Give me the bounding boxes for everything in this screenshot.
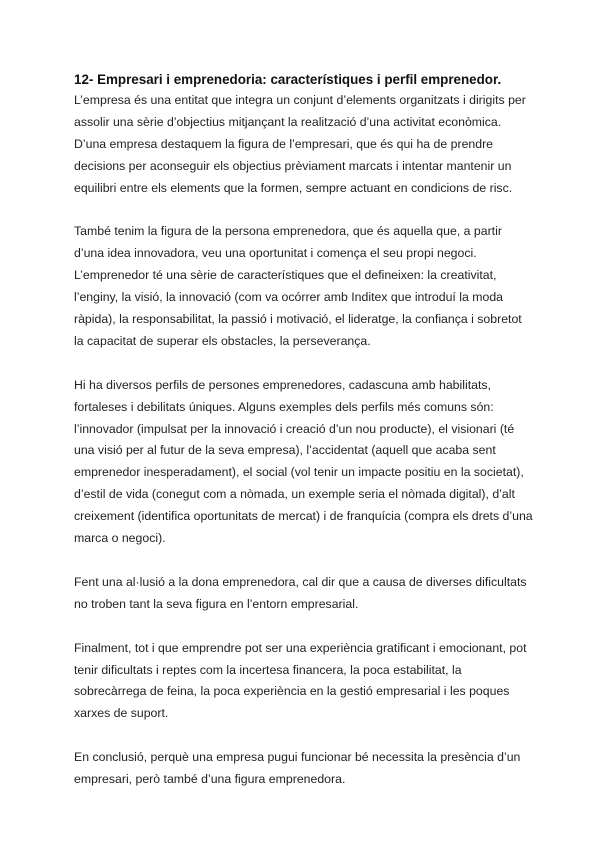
paragraph-spacer xyxy=(74,200,534,222)
paragraph-dona-emprenedora: Fent una al·lusió a la dona emprenedora, cal dir que a causa de diverses dificultats no troben tant la seva figura en l’entorn empresarial. xyxy=(74,574,527,611)
paragraph-spacer xyxy=(74,353,534,375)
paragraph-finalment: Finalment, tot i que emprendre pot ser una experiència gratificant i emocionant, pot tenir dificultats i reptes com la incertesa financera, la poca estabilitat, la sobrecàrrega de feina, la poca experiència en la gestió empresarial i les poques xarxes de suport. xyxy=(74,640,527,721)
paragraph-emprenedora: També tenim la figura de la persona emprenedora, que és aquella que, a partir d’una idea innovadora, veu una oportunitat i comença el seu propi negoci. L’emprenedor té una sèrie de característiques que el defineixen: la creativitat, l’enginy, la visió, la innovació (com va ocórrer amb Inditex que introduí la moda ràpida), la responsabilitat, la passió i motivació, el lideratge, la confiança i sobretot la capacitat de superar els obstacles, la perseverança. xyxy=(74,224,522,348)
paragraph-spacer xyxy=(74,725,534,747)
page-title: 12- Empresari i emprenedoria: característiques i perfil emprenedor. xyxy=(74,72,502,87)
paragraph-conclusio: En conclusió, perquè una empresa pugui funcionar bé necessita la presència d’un empresari, però també d’una figura emprenedora. xyxy=(74,750,521,787)
paragraph-perfils: Hi ha diversos perfils de persones emprenedores, cadascuna amb habilitats, fortaleses i debilitats úniques. Alguns exemples dels perfils més comuns són: l’innovador (impulsat per la innovació i creació d’un nou producte), el visionari (té una visió per al futur de la seva empresa), l’accidentat (aquell que acaba sent emprenedor inesperadament), el social (vol tenir un impacte positiu en la societat), d’estil de vida (conegut com a nòmada, un exemple seria el nòmada digital), d’alt creixement (identifica oportunitats de mercat) i de franquícia (compra els drets d’una marca o negoci). xyxy=(74,377,533,546)
paragraph-spacer xyxy=(74,616,534,638)
document-page xyxy=(74,70,534,791)
paragraph-empresa-definition: L’empresa és una entitat que integra un conjunt d’elements organitzats i dirigits per assolir una sèrie d’objectius mitjançant la realització d’una activitat econòmica. xyxy=(74,93,526,129)
paragraph-spacer xyxy=(74,550,534,572)
paragraph-empresari: D’una empresa destaquem la figura de l’empresari, que és qui ha de prendre decisions per aconseguir els objectius prèviament marcats i intentar mantenir un equilibri entre els elements que la formen, sempre actuant en condicions de risc. xyxy=(74,136,513,195)
